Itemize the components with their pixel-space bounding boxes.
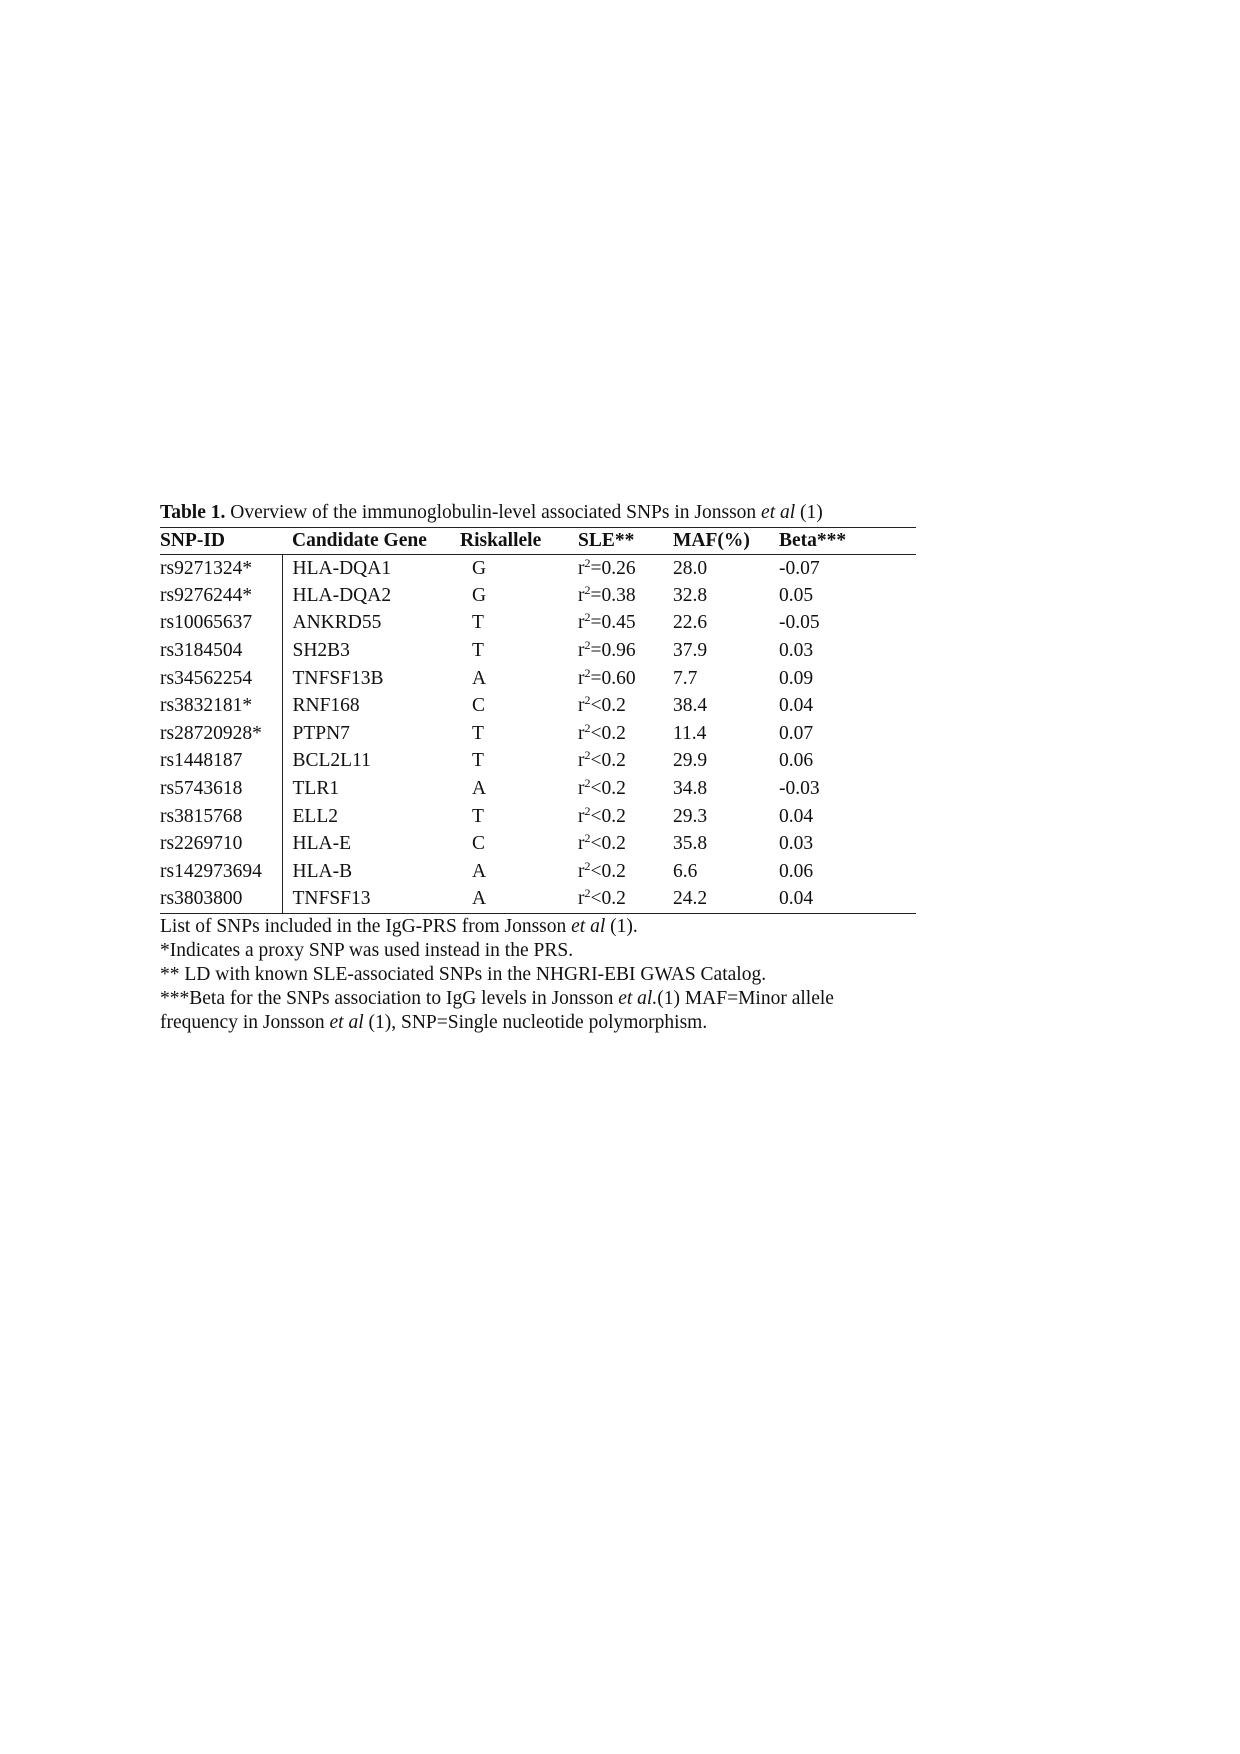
header-sle: SLE** — [578, 528, 673, 555]
sle-exponent: 2 — [584, 693, 591, 708]
sle-value: <0.2 — [590, 778, 626, 800]
cell-candidate-gene: PTPN7 — [292, 722, 350, 744]
cell-beta: 0.09 — [779, 667, 814, 689]
cell-snp-id: rs34562254 — [160, 665, 282, 693]
caption-label: Table 1. — [160, 502, 226, 523]
caption-italic: et al — [761, 502, 796, 523]
cell-beta: 0.06 — [779, 860, 814, 882]
note-text: (1), SNP=Single nucleotide polymorphism. — [363, 1011, 708, 1033]
cell-maf: 34.8 — [673, 778, 708, 800]
cell-riskallele: T — [472, 612, 484, 634]
note-line-1 — [160, 915, 916, 939]
note-text: ***Beta for the SNPs association to IgG levels in Jonsson — [160, 987, 619, 1009]
table-row — [160, 830, 916, 858]
cell-candidate-gene: TNFSF13 — [282, 886, 460, 914]
cell-maf: 24.2 — [673, 886, 779, 914]
cell-maf: 28.0 — [673, 557, 708, 579]
cell-riskallele: A — [472, 778, 487, 800]
cell-beta: -0.05 — [779, 612, 820, 634]
cell-maf: 37.9 — [673, 640, 708, 662]
cell-riskallele: C — [472, 695, 486, 717]
snp-table — [160, 527, 916, 914]
sle-value: =0.60 — [590, 667, 636, 689]
cell-maf: 29.3 — [673, 805, 708, 827]
cell-riskallele: A — [472, 667, 487, 689]
note-line-2: *Indicates a proxy SNP was used instead in the PRS. — [160, 939, 574, 961]
sle-exponent: 2 — [584, 886, 591, 901]
cell-riskallele: T — [472, 640, 484, 662]
cell-beta: -0.07 — [779, 557, 820, 579]
cell-maf: 32.8 — [673, 584, 708, 606]
sle-r: r — [578, 778, 585, 800]
cell-candidate-gene: HLA-DQA2 — [292, 584, 392, 606]
cell-candidate-gene: BCL2L11 — [292, 750, 371, 772]
table-row — [160, 582, 916, 610]
cell-sle — [578, 720, 673, 748]
cell-snp-id: rs2269710 — [160, 830, 282, 858]
sle-r: r — [578, 805, 585, 827]
sle-exponent: 2 — [584, 720, 591, 735]
cell-candidate-gene: TLR1 — [292, 778, 340, 800]
sle-value: =0.38 — [590, 584, 636, 606]
note-line-5 — [160, 1011, 916, 1035]
table-body — [160, 555, 916, 914]
cell-maf: 35.8 — [673, 833, 708, 855]
sle-exponent: 2 — [584, 610, 591, 625]
cell-snp-id: rs3815768 — [160, 803, 282, 831]
table-caption — [160, 502, 916, 527]
cell-sle — [578, 803, 673, 831]
cell-maf: 11.4 — [673, 722, 707, 744]
cell-snp-id: rs3803800 — [160, 886, 282, 914]
cell-beta: 0.04 — [779, 805, 814, 827]
sle-exponent: 2 — [584, 638, 591, 653]
sle-value: <0.2 — [590, 750, 626, 772]
cell-candidate-gene: HLA-E — [292, 833, 351, 855]
cell-snp-id: rs28720928* — [160, 720, 282, 748]
sle-value: =0.26 — [590, 557, 636, 579]
table-row — [160, 720, 916, 748]
cell-snp-id: rs10065637 — [160, 610, 282, 638]
cell-sle — [578, 637, 673, 665]
sle-r: r — [578, 888, 585, 910]
header-snp-id: SNP-ID — [160, 528, 282, 555]
sle-value: <0.2 — [590, 833, 626, 855]
note-line-3: ** LD with known SLE-associated SNPs in the NHGRI-EBI GWAS Catalog. — [160, 963, 767, 985]
cell-riskallele: G — [472, 557, 487, 579]
cell-maf: 22.6 — [673, 612, 708, 634]
cell-maf: 7.7 — [673, 667, 698, 689]
cell-beta: 0.05 — [779, 584, 814, 606]
cell-sle — [578, 582, 673, 610]
cell-beta: 0.03 — [779, 833, 814, 855]
sle-exponent: 2 — [584, 858, 591, 873]
sle-r: r — [578, 640, 585, 662]
table-row — [160, 637, 916, 665]
cell-candidate-gene: HLA-B — [292, 860, 353, 882]
cell-sle — [578, 858, 673, 886]
sle-exponent: 2 — [584, 748, 591, 763]
sle-exponent: 2 — [584, 582, 591, 597]
note-italic: et al. — [618, 987, 658, 1009]
cell-maf: 29.9 — [673, 750, 708, 772]
cell-sle — [578, 555, 673, 583]
note-text: (1) MAF=Minor allele — [657, 987, 834, 1009]
cell-maf: 38.4 — [673, 695, 708, 717]
cell-candidate-gene: RNF168 — [292, 695, 360, 717]
cell-sle — [578, 886, 673, 914]
note-text: List of SNPs included in the IgG-PRS from Jonsson — [160, 915, 572, 937]
note-italic: et al — [329, 1011, 364, 1033]
sle-r: r — [578, 750, 585, 772]
cell-candidate-gene: HLA-DQA1 — [292, 557, 392, 579]
cell-snp-id: rs3832181* — [160, 692, 282, 720]
table-row — [160, 886, 916, 914]
sle-r: r — [578, 722, 585, 744]
cell-sle — [578, 748, 673, 776]
table-row — [160, 692, 916, 720]
header-beta: Beta*** — [779, 528, 916, 555]
cell-beta: 0.06 — [779, 750, 814, 772]
sle-value: =0.45 — [590, 612, 636, 634]
cell-beta: 0.04 — [779, 695, 814, 717]
cell-candidate-gene: TNFSF13B — [292, 667, 384, 689]
sle-r: r — [578, 667, 585, 689]
sle-r: r — [578, 695, 585, 717]
sle-r: r — [578, 833, 585, 855]
sle-r: r — [578, 557, 585, 579]
cell-snp-id: rs9271324* — [160, 555, 282, 583]
cell-beta: 0.04 — [779, 886, 916, 914]
cell-riskallele: G — [472, 584, 487, 606]
table-notes — [160, 915, 916, 1035]
sle-exponent: 2 — [584, 555, 591, 570]
cell-beta: 0.07 — [779, 722, 814, 744]
note-text: frequency in Jonsson — [160, 1011, 330, 1033]
header-maf: MAF(%) — [673, 528, 779, 555]
cell-sle — [578, 665, 673, 693]
sle-value: <0.2 — [590, 888, 626, 910]
note-text: (1). — [605, 915, 638, 937]
table-row — [160, 748, 916, 776]
header-candidate-gene: Candidate Gene — [282, 528, 460, 555]
cell-riskallele: T — [472, 805, 484, 827]
cell-snp-id: rs5743618 — [160, 775, 282, 803]
cell-riskallele: A — [472, 860, 487, 882]
cell-snp-id: rs1448187 — [160, 748, 282, 776]
table-row — [160, 858, 916, 886]
table-block — [160, 502, 916, 1035]
cell-sle — [578, 692, 673, 720]
cell-sle — [578, 610, 673, 638]
table-row — [160, 803, 916, 831]
caption-text: Overview of the immunoglobulin-level associated SNPs in Jonsson — [225, 502, 762, 523]
sle-r: r — [578, 584, 585, 606]
table-header — [160, 528, 916, 555]
sle-r: r — [578, 612, 585, 634]
sle-value: <0.2 — [590, 722, 626, 744]
note-line-4 — [160, 987, 916, 1011]
cell-candidate-gene: ELL2 — [292, 805, 338, 827]
table-row — [160, 665, 916, 693]
sle-value: =0.96 — [590, 640, 636, 662]
cell-sle — [578, 830, 673, 858]
table-row — [160, 610, 916, 638]
cell-beta: 0.03 — [779, 640, 814, 662]
sle-exponent: 2 — [584, 831, 591, 846]
cell-snp-id: rs3184504 — [160, 637, 282, 665]
sle-value: <0.2 — [590, 805, 626, 827]
cell-riskallele: T — [472, 750, 484, 772]
sle-value: <0.2 — [590, 695, 626, 717]
table-row — [160, 775, 916, 803]
cell-sle — [578, 775, 673, 803]
cell-beta: -0.03 — [779, 778, 820, 800]
cell-riskallele: A — [460, 886, 578, 914]
cell-candidate-gene: ANKRD55 — [292, 612, 382, 634]
table-row — [160, 555, 916, 583]
cell-riskallele: T — [472, 722, 484, 744]
cell-riskallele: C — [472, 833, 486, 855]
cell-candidate-gene: SH2B3 — [292, 640, 350, 662]
cell-maf: 6.6 — [673, 860, 698, 882]
sle-exponent: 2 — [584, 776, 591, 791]
sle-r: r — [578, 860, 585, 882]
cell-snp-id: rs9276244* — [160, 582, 282, 610]
sle-exponent: 2 — [584, 803, 591, 818]
cell-snp-id: rs142973694 — [160, 858, 282, 886]
header-row — [160, 528, 916, 555]
sle-value: <0.2 — [590, 860, 626, 882]
sle-exponent: 2 — [584, 665, 591, 680]
note-italic: et al — [571, 915, 606, 937]
caption-ref: (1) — [795, 502, 823, 523]
header-riskallele: Riskallele — [460, 528, 578, 555]
